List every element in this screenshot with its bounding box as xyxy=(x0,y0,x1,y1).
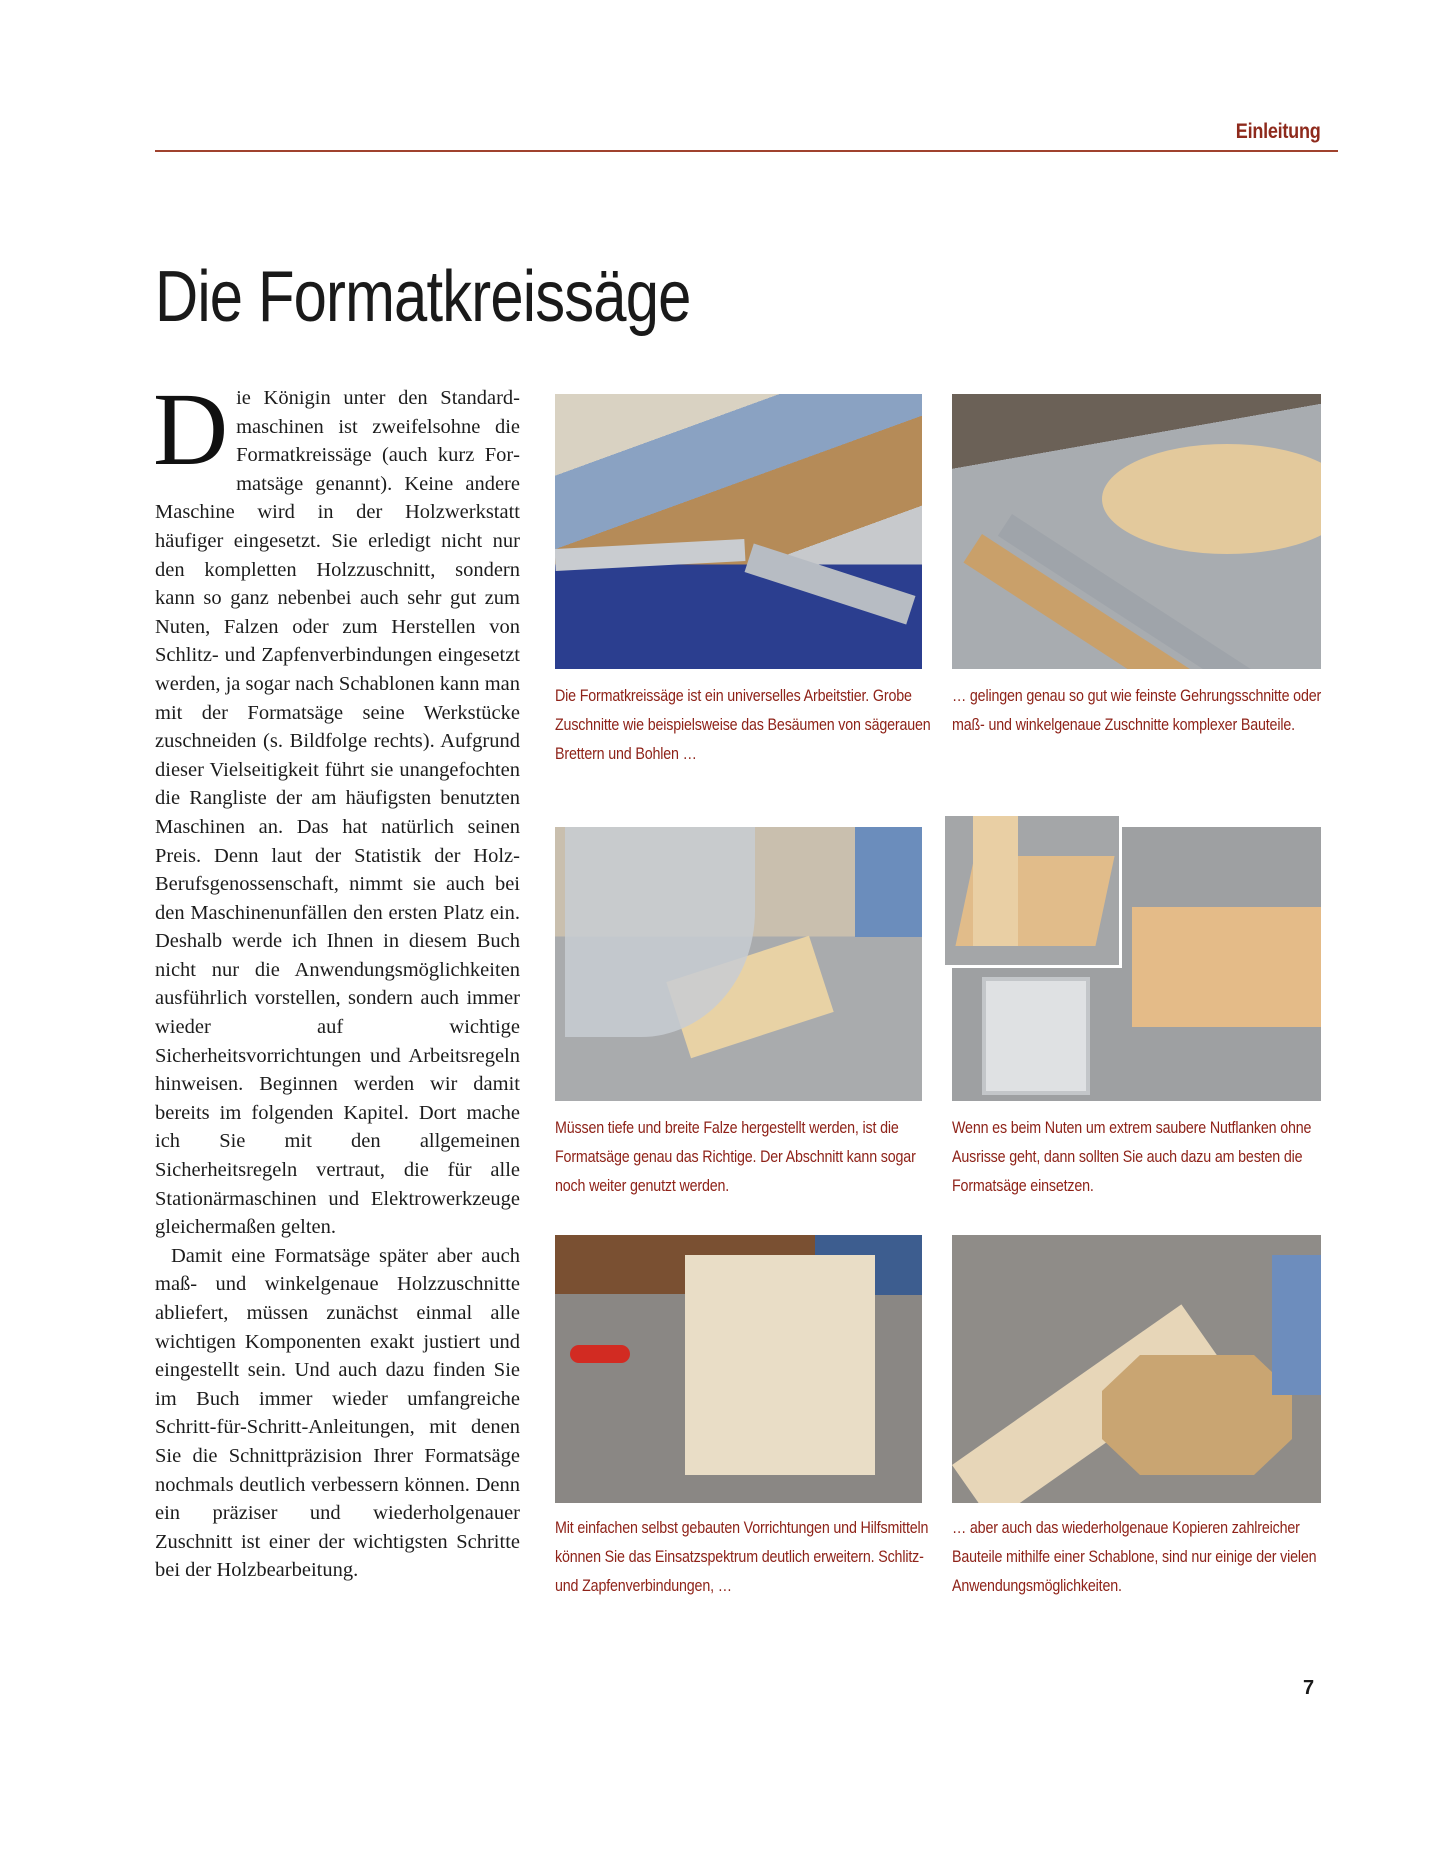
photo-detail xyxy=(1132,907,1321,1027)
body-paragraph-2: Damit eine Formatsäge später aber auch maß- und winkelgenaue Holzzuschnitte abliefert, müssen zunächst einmal alle wichtigen Komponenten exakt justiert und eingestellt sein. Und auch dazu finden Sie im Buch immer wieder umfangreiche Schritt-für-Schritt-Anleitungen, mit denen Sie die Schnittpräzision Ihrer Formatsäge nochmals deutlich verbessern können. Denn ein präziser und wiederholgenauer Zuschnitt ist einer der wichtigsten Schritte bei der Holzbearbeitung. xyxy=(155,1244,520,1582)
photo-template-copying xyxy=(952,1235,1321,1503)
body-text-column xyxy=(153,372,520,1585)
caption-photo-4: Wenn es beim Nuten um extrem saubere Nutflanken ohne Ausrisse geht, dann sollten Sie auch dazu am besten die Formatsäge einsetzen. xyxy=(952,1118,1312,1195)
photo-detail xyxy=(745,543,916,624)
photo-detail xyxy=(1102,1355,1292,1475)
running-head xyxy=(155,118,1338,152)
photo-edging-rough-boards xyxy=(555,394,922,669)
photo-detail xyxy=(555,539,745,571)
page-number: 7 xyxy=(1303,1677,1315,1699)
photo-detail xyxy=(685,1255,875,1475)
caption-photo-3: Müssen tiefe und breite Falze hergestellt werden, ist die Formatsäge genau das Richtige. Der Abschnitt kann sogar noch weiter genutzt werden. xyxy=(555,1118,916,1195)
photo-rebate-cut xyxy=(555,827,922,1101)
photo-detail xyxy=(855,827,922,937)
caption-photo-6: … aber auch das wiederholgenaue Kopieren zahlreicher Bauteile mithilfe einer Schablone, sind nur einige der vielen Anwendungsmöglichkeiten. xyxy=(952,1518,1317,1595)
photo-detail xyxy=(1272,1255,1321,1395)
section-label: Einleitung xyxy=(1235,120,1320,143)
photo-detail xyxy=(570,1345,630,1363)
photo-miter-cut xyxy=(952,394,1321,669)
photo-grooving-inset xyxy=(942,813,1122,968)
photo-detail xyxy=(1102,444,1321,554)
caption-photo-1: Die Formatkreissäge ist ein universelles Arbeitstier. Grobe Zuschnitte wie beispielsweise das Besäumen von sägerauen Brettern und Bohlen … xyxy=(555,686,931,763)
caption-photo-5: Mit einfachen selbst gebauten Vorrichtungen und Hilfsmitteln können Sie das Einsatzspektrum deutlich erweitern. Schlitz- und Zapfenverbindungen, … xyxy=(555,1518,929,1595)
photo-detail xyxy=(973,816,1018,946)
body-paragraph-1 xyxy=(153,372,520,1242)
photo-tenon-jig xyxy=(555,1235,922,1503)
caption-photo-2: … gelingen genau so gut wie feinste Gehrungsschnitte oder maß- und winkelgenaue Zuschnitte komplexer Bauteile. xyxy=(952,686,1322,734)
paragraph-text: ie Königin unter den Standardmaschinen ist zweifelsohne die Formatkreissäge (auch kurz Formatsäge genannt). Keine andere Maschine wird in der Holzwerkstatt häufiger eingesetzt. Sie erledigt nicht nur den kompletten Holzzuschnitt, sondern kann so ganz nebenbei auch sehr gut zum Nuten, Falzen oder zum Herstellen von Schlitz- und Zapfenverbindungen eingesetzt werden, ja sogar nach Schablonen kann man mit der Formatsäge seine Werkstücke zuschneiden (s. Bildfolge rechts). Aufgrund dieser Vielseitigkeit führt sie unangefochten die Rangliste der am häufigsten benutzten Maschinen an. Das hat natürlich seinen Preis. Denn laut der Statistik der Holz-Berufsgenossenschaft, nimmt sie auch bei den Maschinenunfällen den ersten Platz ein. Deshalb werde ich Ihnen in diesem Buch nicht nur die Anwendungsmöglichkeiten ausführlich vorstellen, sondern auch immer wieder auf wichtige Sicherheitsvorrichtungen und Arbeitsregeln hinweisen. Beginnen werden wir damit bereits im folgenden Kapitel. Dort mache ich Sie mit den allgemeinen Sicherheitsregeln vertraut, die für alle Stationärmaschinen und Elektrowerkzeuge gleichermaßen gelten. xyxy=(155,387,520,1239)
drop-cap: D xyxy=(153,372,229,487)
page-title: Die Formatkreissäge xyxy=(155,257,691,337)
photo-detail xyxy=(982,977,1090,1095)
